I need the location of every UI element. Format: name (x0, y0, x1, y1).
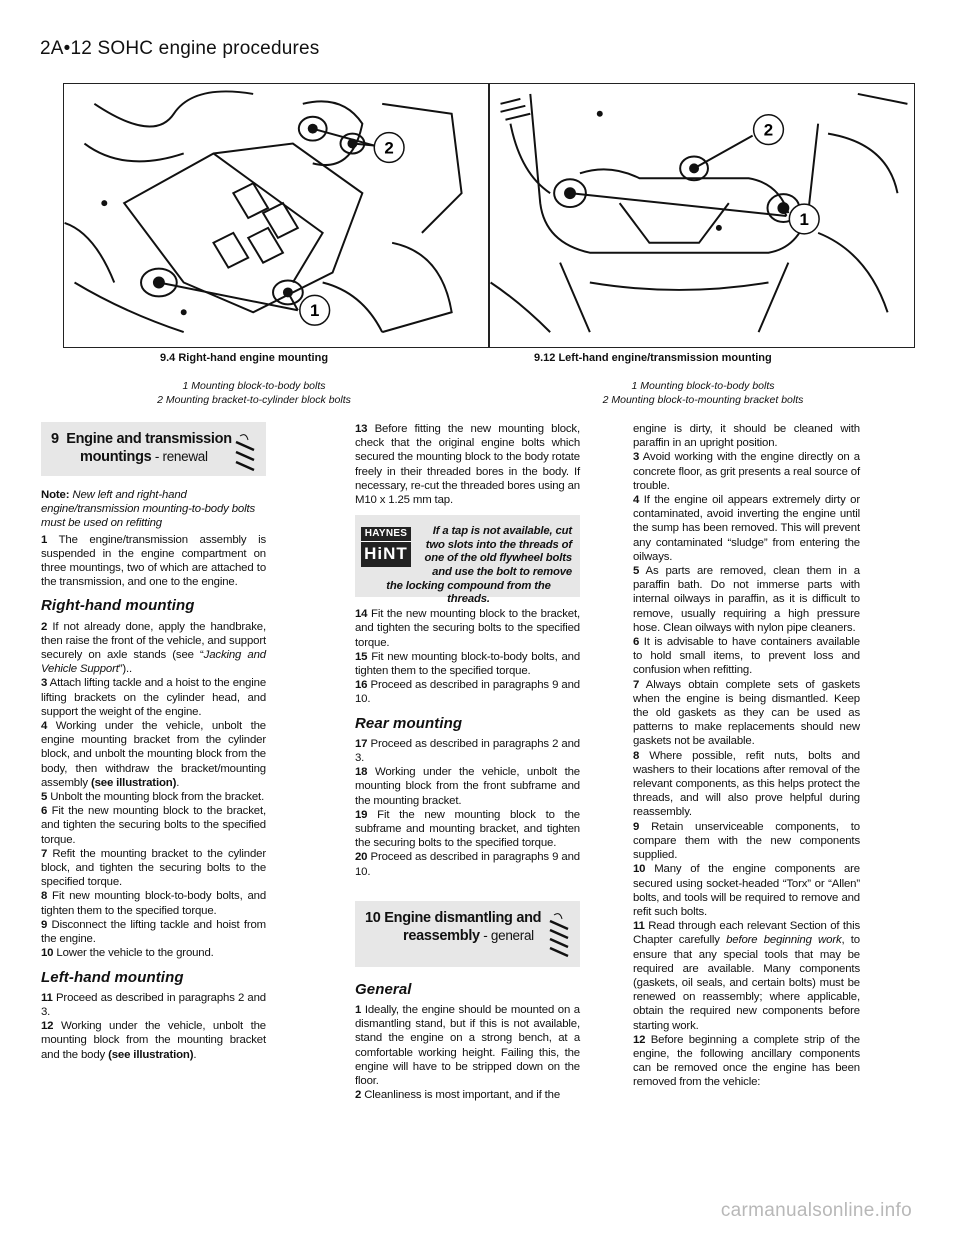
subheading-general: General (355, 980, 412, 998)
para-19: 19 Fit the new mounting block to the subframe and mounting bracket, and tighten the securing bolts to the specified torque. (355, 808, 580, 850)
para-9: 9 Disconnect the lifting tackle and hoist from the engine. (41, 918, 266, 946)
para-g12: 12 Before beginning a complete strip of the engine, the following ancillary components can be removed once the engine has been removed from the vehicle: (633, 1033, 860, 1089)
note-label: Note: (41, 489, 70, 501)
column-1 (41, 422, 266, 1062)
para-6: 6 Fit the new mounting block to the bracket, and tighten the securing bolts to the specified torque. (41, 805, 266, 846)
watermark: carmanualsonline.info (720, 1200, 912, 1221)
hint-text: If a tap is not available, cut two slots into the threads of one of the old flywheel bolts and use the bolt to remove the locking compound from the threads. (386, 525, 572, 606)
para-g5: 5 As parts are removed, clean them in a paraffin bath. Do not immerse parts with internal oilways in paraffin, as it is difficult to remove, usually requiring a high pressure hose. Clean oilways with nylon pipe cleaners. (633, 565, 860, 634)
left-hand-mounting-illustration (490, 84, 914, 347)
figure-caption-9-12: 9.12 Left-hand engine/transmission mounting (534, 352, 772, 364)
para-3: 3 Attach lifting tackle and a hoist to the engine lifting brackets on the cylinder head, and support the weight of the engine. (41, 677, 266, 718)
para-18: 18 Working under the vehicle, unbolt the mounting block from the front subframe and the mounting bracket. (355, 766, 580, 807)
para-8: 8 Fit new mounting block-to-body bolts, and tighten them to the specified torque. (41, 890, 266, 917)
para-12: 12 Working under the vehicle, unbolt the mounting block from the mounting bracket and the body (see illustration). (41, 1020, 266, 1061)
section-9-heading (41, 422, 266, 476)
section-number: 10 (365, 909, 381, 926)
figure-caption-9-4: 9.4 Right-hand engine mounting (160, 352, 329, 364)
para-g6: 6 It is advisable to have containers available to hold small items, to prevent loss and confusion when refitting. (633, 636, 860, 677)
para-g8: 8 Where possible, refit nuts, bolts and washers to their locations after removal of the relevant components, as this helps protect the threads, and will also prove helpful during reassembly. (633, 749, 860, 819)
para-5: 5 Unbolt the mounting block from the bracket. (41, 791, 265, 804)
figure-left-hand-mounting (489, 83, 915, 348)
figure-legend-9-4 (41, 380, 467, 407)
para-7: 7 Refit the mounting bracket to the cylinder block, and tighten the securing bolts to the specified torque. (41, 847, 266, 889)
legend-item: 2 Mounting bracket-to-cylinder block bolts (157, 393, 351, 406)
callout-2 (374, 133, 404, 163)
legend-item: 1 Mounting block-to-body bolts (631, 380, 775, 392)
para-17: 17 Proceed as described in paragraphs 2 and 3. (355, 737, 580, 765)
callout-1 (789, 204, 819, 234)
section-number: 9 (51, 431, 59, 447)
para-16: 16 Proceed as described in paragraphs 9 and 10. (355, 679, 580, 706)
callout-2 (754, 115, 784, 145)
figure-legend-9-12 (490, 380, 916, 407)
difficulty-3-icon (234, 432, 256, 476)
section-title-2: mountings (80, 449, 152, 465)
difficulty-4-icon (548, 911, 570, 959)
para-g9: 9 Retain unserviceable components, to compare them with the new components supplied. (633, 820, 860, 862)
para-4: 4 Working under the vehicle, unbolt the engine mounting bracket from the cylinder block, and unbolt the mounting block from the body, then withdraw the bracket/mounting assembly (see illustration). (41, 720, 266, 789)
section-title: Engine and transmission (66, 431, 232, 447)
haynes-hint-box (355, 515, 580, 606)
para-13: 13 Before fitting the new mounting block, check that the original engine bolts which secured the mounting block to the body rotate freely in their threaded bores in the body. If necessary, re-cut the threaded bores using an M10 x 1.25 mm tap. (355, 423, 580, 507)
subheading-left-hand-mounting: Left-hand mounting (41, 968, 184, 986)
para-g10: 10 Many of the engine components are secured using socket-headed “Torx” or “Allen” bolts, and tools will be required to remove and refit such bolts. (633, 863, 860, 918)
section-subtitle: - general (479, 927, 534, 943)
haynes-hint-logo: HAYNES HiNT (361, 527, 411, 567)
para-14: 14 Fit the new mounting block to the bracket, and tighten the securing bolts to the specified torque. (355, 608, 580, 649)
section-title-2: reassembly (403, 927, 480, 944)
para-10: 10 Lower the vehicle to the ground. (41, 947, 214, 960)
para-g3: 3 Avoid working with the engine directly on a concrete floor, as grit presents a real source of trouble. (633, 451, 860, 492)
para-20: 20 Proceed as described in paragraphs 9 and 10. (355, 851, 580, 878)
figure-right-hand-mounting (63, 83, 489, 348)
subheading-rear-mounting: Rear mounting (355, 714, 463, 732)
column-2 (355, 422, 580, 1103)
section-subtitle: - renewal (151, 449, 208, 464)
section-10-heading (355, 901, 580, 967)
legend-item: 1 Mounting block-to-body bolts (182, 380, 326, 392)
right-hand-mounting-illustration (64, 84, 488, 347)
para-g4: 4 If the engine oil appears extremely dirty or contaminated, avoid inverting the engine until the sump has been removed. This will prevent any contaminated “sludge” from entering the oilways. (633, 494, 860, 563)
column-3 (633, 422, 860, 1090)
subheading-right-hand-mounting: Right-hand mounting (41, 597, 195, 615)
para-1: 1 The engine/transmission assembly is suspended in the engine compartment on three mountings, two of which are attached to the transmission, and one to the engine. (41, 533, 266, 589)
svg-text:1: 1 (310, 301, 320, 321)
para-g11: 11 Read through each relevant Section of this Chapter carefully before beginning work, to ensure that any special tools that may be required are available. Many components (gaskets, oil seals, and certain bolts) must be renewed on reassembly; where applicable, obtain the required new components before starting work. (633, 920, 860, 1032)
page-header: 2A•12 SOHC engine procedures (40, 38, 320, 59)
para-g7: 7 Always obtain complete sets of gaskets when the engine is being dismantled. Keep the old gaskets as they can be used as patterns to make replacements should new gaskets not be available. (633, 678, 860, 748)
svg-text:2: 2 (384, 138, 394, 158)
para-g2: 2 Cleanliness is most important, and if the (355, 1089, 561, 1102)
para-2: 2 If not already done, apply the handbrake, then raise the front of the vehicle, and support securely on axle stands (see “Jacking and Vehicle Support”).. (41, 620, 266, 676)
para-g2-cont: engine is dirty, it should be cleaned with paraffin in an upright position. (633, 423, 860, 450)
para-15: 15 Fit new mounting block-to-body bolts, and tighten them to the specified torque. (355, 650, 580, 678)
svg-text:1: 1 (799, 209, 809, 229)
callout-1 (300, 295, 330, 325)
para-g1: 1 Ideally, the engine should be mounted on a dismantling stand, but if this is not available, stand the engine on a strong bench, at a comfortable working height. Failing this, the engine will have to be stripped down on the floor. (355, 1004, 580, 1088)
legend-item: 2 Mounting block-to-mounting bracket bolts (602, 393, 804, 406)
para-11: 11 Proceed as described in paragraphs 2 and 3. (41, 991, 266, 1018)
section-title: Engine dismantling and (384, 909, 542, 926)
note-text: New left and right-hand engine/transmission mounting-to-body bolts must be used on refitting (41, 489, 256, 530)
svg-text:2: 2 (763, 120, 774, 140)
